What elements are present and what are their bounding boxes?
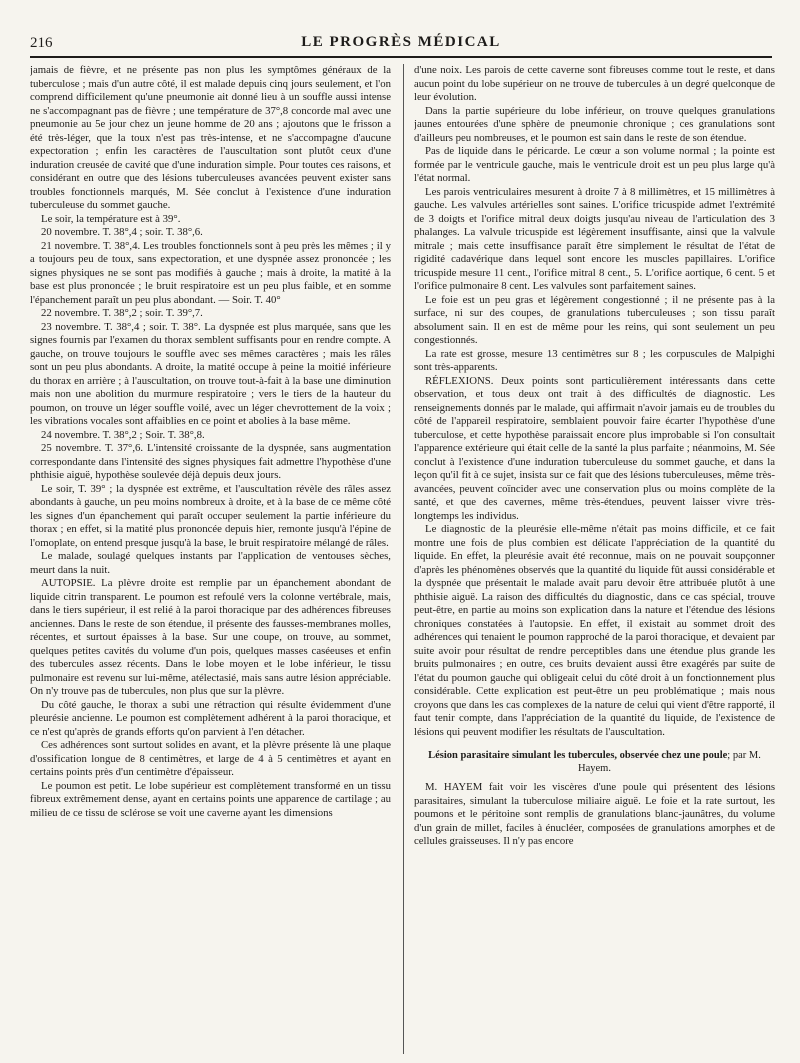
page-header <box>30 30 772 58</box>
right-column <box>414 64 775 1054</box>
paragraph: Le diagnostic de la pleurésie elle-même n'était pas moins difficile, et ce fait montre une fois de plus combien est délicate l'appréciation de la quantité du liquide. En effet, la pleurésie avait été reconnue, mais on ne pouvait soupçonner d'après les phénomènes observés que la quantité du liquide fût aussi considérable et la dyspnée que présentait le malade avait paru devoir être attribuée plutôt à une phthisie aiguë. La raison des difficultés du diagnostic, dans ce cas spécial, trouve peut-être, en partie au moins son explication dans la nature et l'étendue des lésions chroniques constatées à l'autopsie. En effet, il existait au sommet droit des adhérences qui tenaient le poumon rapproché de la paroi thoracique, et devaient par suite avoir pour résultat de rendre perceptibles dans une étendue plus grande les bruits pulmonaires ; en outre, ces bruits devaient aussi être exagérés par suite de l'état du poumon gauche qui obligeait celui du côté droit à un fonctionnement plus considérable. Cette explication est peut-être un peu problématique ; mais nous croyons que dans les cas complexes de la nature de celui qui vient d'être rapporté, il faut tenir compte, dans l'appréciation de la quantité du liquide, de l'existence de lésions qui peuvent modifier les résultats de l'auscultation. <box>414 523 775 738</box>
paragraph: Le soir, la température est à 39°. <box>41 212 181 225</box>
paragraph: Les parois ventriculaires mesurent à droite 7 à 8 millimètres, et 15 millimètres à gauche. Les valvules artérielles sont saines. L'orifice tricuspide admet l'extrémité de 3 doigts et l'orifice mitral deux doigts jusqu'au niveau de l'articulation des 3 phalanges. La valvule tricuspide est légèrement insuffisante, ainsi que la valvule mitrale ; mais cette insuffisance paraît être simplement le résultat de l'état de rigidité cadavérique dans lequel sont encore les muscles papillaires. L'orifice tricuspide mesure 11 cent., l'orifice mitral 8 cent., 5. L'orifice aortique, 6 cent. 5 et l'orifice pulmonaire 8 cent. Les valvules sont parfaitement saines. <box>414 185 775 292</box>
page-number: 216 <box>30 35 53 51</box>
column-divider <box>403 64 404 1054</box>
paragraph: 25 novembre. T. 37°,6. L'intensité croissante de la dyspnée, sans augmentation correspondante dans l'intensité des signes physiques fait admettre l'hypothèse d'une phthisie aiguë, hypothèse soulevée déjà depuis deux jours. <box>30 442 391 481</box>
paragraph: RÉFLEXIONS. Deux points sont particulièrement intéressants dans cette observation, et tous deux ont trait à des difficultés de diagnostic. Les renseignements donnés par le malade, qui affirmait n'avoir jamais eu de troubles du côté de l'appareil respiratoire, semblaient pouvoir faire écarter l'hypothèse d'une tuberculose, et cette hypothèse paraissait encore plus improbable si l'on consultait l'apparence extérieure qui était celle de la santé la plus parfaite ; néanmoins, M. Sée conclut à l'existence d'une induration tuberculeuse du sommet gauche, et dans la leçon qu'il fit à ce sujet, insista sur ce fait que des lésions tuberculeuses, même très-avancées, peuvent coïncider avec une conservation plus ou moins complète de la santé, et que des cavernes, même très-étendues, peuvent laisser vivre très-longtemps les individus. <box>414 374 775 522</box>
paragraph: jamais de fièvre, et ne présente pas non plus les symptômes généraux de la tuberculose ; mais d'un autre côté, il est malade depuis cinq jours seulement, et l'on comprend difficilement qu'une pneumonie ait donné lieu à un souffle aussi intense ne s'accompagnant pas de fièvre ; une température de 37°,8 concorde mal avec une pneumonie au 5e jour chez un jeune homme de 20 ans ; ajoutons que le frisson a été très-léger, que la toux n'est pas très-intense, et ne s'accompagne d'aucune expectoration ; enfin les caractères de l'auscultation sont plutôt ceux d'une induration creusée de cavité que d'une induration simple. Pour toutes ces raisons, et considérant en outre que des lésions tuberculeuses avancées peuvent exister sans troubles fonctionnels marqués, M. Sée conclut à l'existence d'une induration tuberculeuse du sommet gauche. <box>30 64 391 211</box>
paragraph: La rate est grosse, mesure 13 centimètres sur 8 ; les corpuscules de Malpighi sont très-apparents. <box>414 347 775 373</box>
paragraph: Le malade, soulagé quelques instants par l'application de ventouses sèches, meurt dans la nuit. <box>30 550 391 576</box>
paragraph: Dans la partie supérieure du lobe inférieur, on trouve quelques granulations jaunes entourées d'une sphère de pneumonie chronique ; ces granulations sont d'ailleurs peu nombreuses, et le poumon est sain dans le reste de son étendue. <box>414 104 775 144</box>
paragraph: Le soir, T. 39° ; la dyspnée est extrême, et l'auscultation révèle des râles assez abondants à gauche, un peu moins nombreux à droite, et à la base de ce même côté les signes d'un épanchement qui paraît occuper seulement la partie inférieure du thorax ; en effet, si la matité plus prononcée depuis hier, remonte jusqu'à l'épine de l'omoplate, on entend presque jusqu'à la base, le bruit respiratoire mélangé de râles. <box>30 482 391 549</box>
paragraph: AUTOPSIE. La plèvre droite est remplie par un épanchement abondant de liquide citrin transparent. Le poumon est refoulé vers la colonne vertébrale, mais, dans le tiers supérieur, il est relié à la paroi thoracique par des adhérences fibreuses anciennes. Dans le reste de son étendue, il présente des fausses-membranes molles, récentes, et surtout épaisses à la base. Sur une coupe, on trouve, au sommet, quelques petites cavités du volume d'un pois, quelques masses caséeuses et enfin des tubercules assez récents. Dans le lobe moyen et le lobe inférieur, le tissu pulmonaire est revenu sur lui-même, atélectasié, mais sans autre lésion appréciable. On n'y trouve pas de tubercules, non plus que sur la plèvre. <box>30 577 391 697</box>
paragraph: 23 novembre. T. 38°,4 ; soir. T. 38°. La dyspnée est plus marquée, sans que les signes fournis par l'examen du thorax semblent suffisants pour en rendre compte. A gauche, on trouve toujours le souffle avec ses mêmes caractères ; mais les râles sont un peu plus abondants. A droite, la matité occupe à peine la moitié inférieure du thorax en arrière ; à l'auscultation, on trouve tout-à-fait à la base une diminution mais non une abolition du murmure respiratoire ; vers le tiers de la hauteur du poumon, on trouve un léger souffle voilé, avec un léger chevrottement de la voix ; les vibrations vocales sont affaiblies en ce point et abolies à la base même. <box>30 320 391 427</box>
paragraph: Le poumon est petit. Le lobe supérieur est complètement transformé en un tissu fibreux extrêmement dense, ayant en certains points une apparence de cartilage ; au milieu de ce tissu de sclérose se voit une caverne ayant les dimensions <box>30 779 391 819</box>
paragraph: Ces adhérences sont surtout solides en avant, et la plèvre présente là une plaque d'ossification longue de 8 centimètres, et large de 4 à 5 centimètres et ayant en certains points près d'un centimètre d'épaisseur. <box>30 739 391 778</box>
paragraph: 22 novembre. T. 38°,2 ; soir. T. 39°,7. <box>41 307 203 319</box>
paragraph: 21 novembre. T. 38°,4. Les troubles fonctionnels sont à peu près les mêmes ; il y a toujours peu de toux, sans expectoration, et une dyspnée assez prononcée ; les signes physiques ne se sont pas modifiés à gauche ; mais à droite, la matité à la base est plus prononcée ; le bruit respiratoire est un peu plus faible, et en somme l'épanchement paraît un peu plus abondant. — Soir. T. 40° <box>30 239 391 306</box>
right-column-continuation <box>414 781 775 849</box>
paragraph: d'une noix. Les parois de cette caverne sont fibreuses comme tout le reste, et dans aucun point du lobe supérieur on ne trouve de tubercules à un degré quelconque de leur évolution. <box>414 64 775 103</box>
section-heading <box>414 749 775 775</box>
paragraph: M. HAYEM fait voir les viscères d'une poule qui présentent des lésions parasitaires, simulant la tuberculose miliaire aiguë. Le foie et la rate surtout, les poumons et le péritoine sont remplis de granulations blanc-jaunâtres, du volume d'un grain de millet, faciles à énucléer, composées de granulations amorphes et de cellules graisseuses. Il n'y pas encore <box>414 781 775 847</box>
left-column <box>30 64 391 1054</box>
paragraph: Le foie est un peu gras et légèrement congestionné ; il ne présente pas à la surface, ni sur des coupes, de granulations tuberculeuses ; son tissu paraît absolument sain. Il en est de même pour les reins, qui sont seulement un peu congestionnés. <box>414 293 775 346</box>
section-title: Lésion parasitaire simulant les tubercules, observée chez une poule <box>428 750 728 761</box>
paragraph: Du côté gauche, le thorax a subi une rétraction qui résulte évidemment d'une pleurésie ancienne. Le poumon est complètement adhérent à la paroi thoracique, et ce n'est qu'après de grands efforts qu'on parvient à l'en détacher. <box>30 698 391 738</box>
section-byline: ; par M. Hayem. <box>578 750 761 774</box>
paragraph: Pas de liquide dans le péricarde. Le cœur a son volume normal ; la pointe est formée par le ventricule gauche, mais le ventricule droit est un peu plus large qu'à l'état normal. <box>414 145 775 184</box>
journal-title: LE PROGRÈS MÉDICAL <box>301 34 501 50</box>
paragraph: 20 novembre. T. 38°,4 ; soir. T. 38°,6. <box>41 226 203 238</box>
right-column-text <box>414 64 775 739</box>
paragraph: 24 novembre. T. 38°,2 ; Soir. T. 38°,8. <box>41 428 205 441</box>
